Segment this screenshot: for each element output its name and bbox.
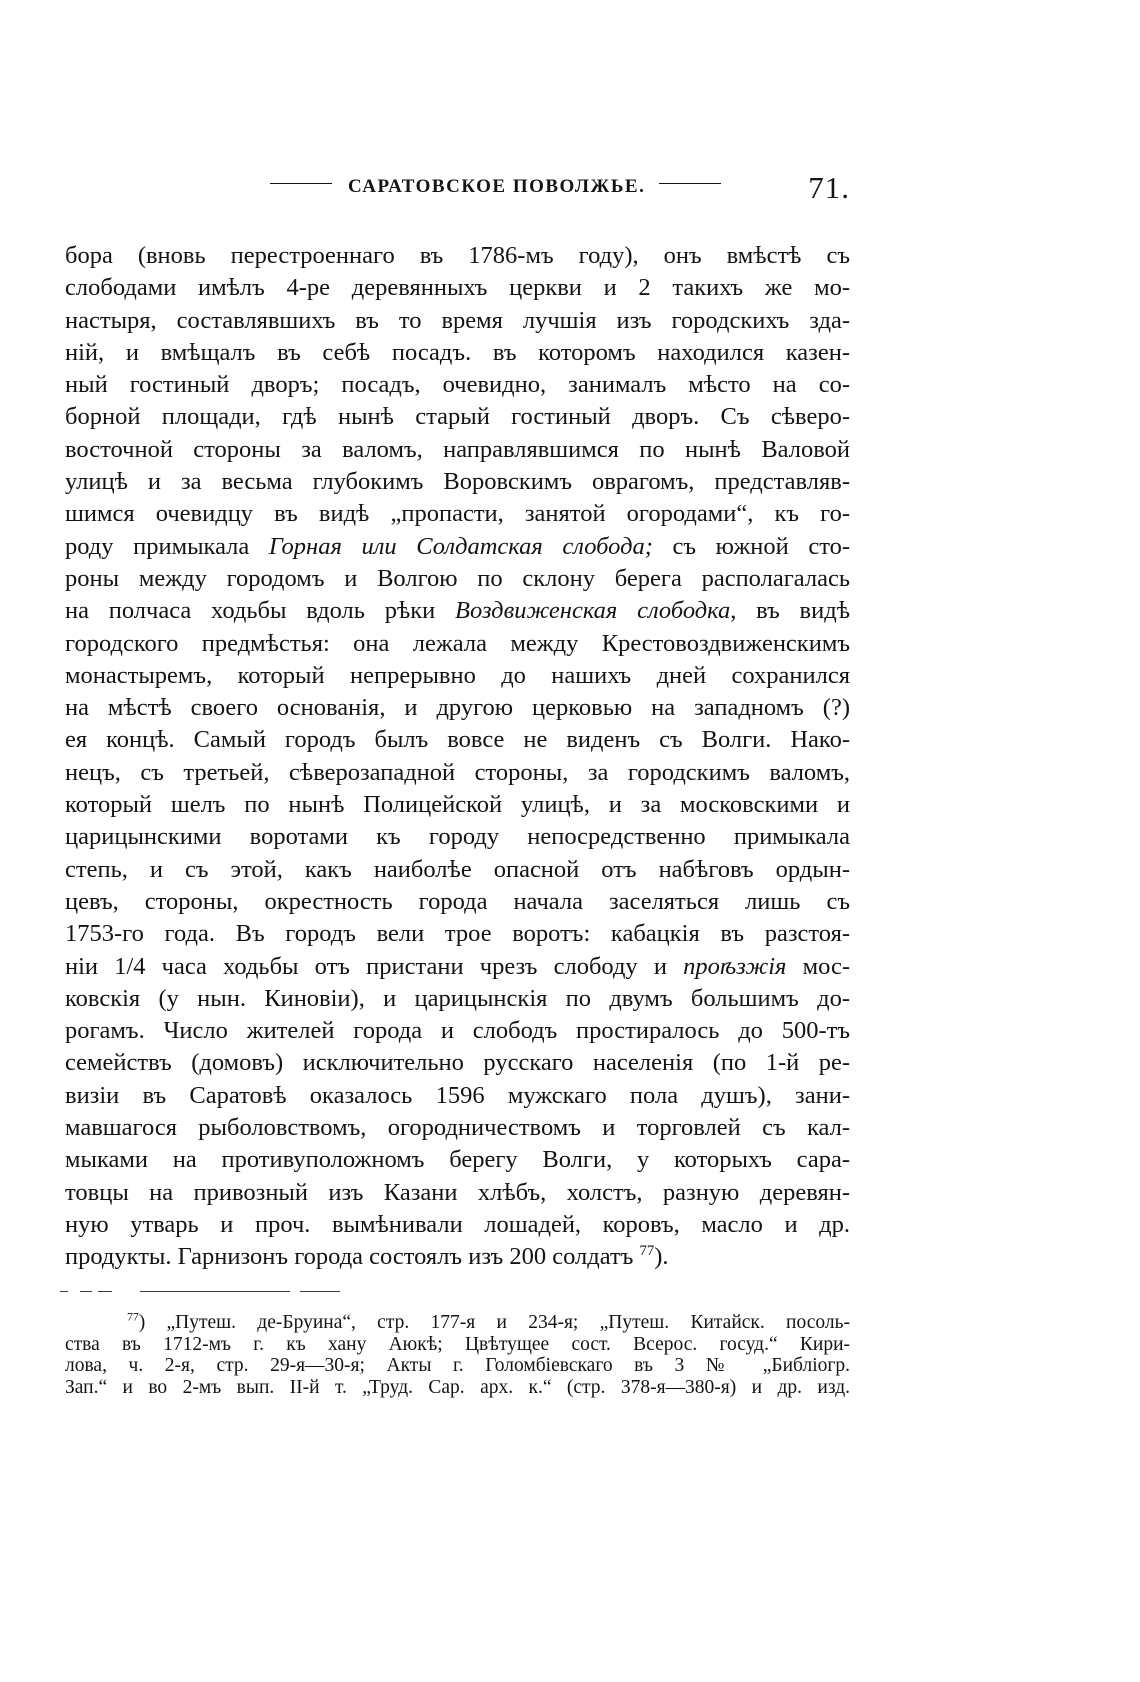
text-line: мыками на противуположномъ берегу Волги, у которыхъ сара- — [65, 1146, 850, 1174]
line-text: продукты. Гарнизонъ города состоялъ изъ 200 солдатъ — [65, 1243, 640, 1271]
line-text: на полчаса ходьбы вдоль рѣки — [65, 597, 456, 625]
text-line — [65, 951, 850, 983]
footnote-marker: 77 — [127, 1312, 139, 1324]
footnote-reference: 77 — [639, 1243, 655, 1260]
text-line: ную утварь и проч. вымѣнивали лошадей, коровъ, масло и др. — [65, 1210, 850, 1238]
text-line: настыря, составлявшихъ въ то время лучшія изъ городскихъ зда- — [65, 306, 850, 334]
footnote-line: ства въ 1712-мъ г. къ хану Аюкѣ; Цвѣтущее сост. Всерос. госуд.“ Кири- — [65, 1333, 850, 1355]
text-line: монастыремъ, который непрерывно до нашихъ дней сохранился — [65, 661, 850, 689]
italic-place-name: Воздвиженская слободка — [455, 597, 731, 625]
text-line: шимся очевидцу въ видѣ „пропасти, занятой огородами“, къ го- — [65, 500, 850, 528]
text-line: борной площади, гдѣ нынѣ старый гостиный дворъ. Съ сѣверо- — [65, 403, 850, 431]
separator-dash — [300, 1291, 340, 1292]
text-line — [65, 595, 850, 627]
text-line: роны между городомъ и Волгою по склону берега располагалась — [65, 564, 850, 592]
text-line: на мѣстѣ своего основанія, и другою церковью на западномъ (?) — [65, 694, 850, 722]
line-text: , въ видѣ — [730, 597, 850, 625]
page-number: 71. — [808, 170, 850, 205]
header-rule-right — [659, 183, 721, 184]
line-text: ). — [654, 1243, 669, 1271]
text-line: слободами имѣлъ 4-ре деревянныхъ церкви и 2 такихъ же мо- — [65, 274, 850, 302]
text-line: городского предмѣстья: она лежала между Крестовоздвиженскимъ — [65, 629, 850, 657]
line-text: мос- — [786, 952, 850, 980]
footnote-line: лова, ч. 2-я, стр. 29-я—30-я; Акты г. Голомбіевскаго въ 3 № „Библіогр. — [65, 1355, 850, 1376]
line-text: часа ходьбы отъ пристани чрезъ слободу и — [145, 952, 684, 980]
text-line: визіи въ Саратовѣ оказалось 1596 мужскаго пола душъ), зани- — [65, 1081, 850, 1109]
text-line: царицынскими воротами къ городу непосредственно примыкала — [65, 823, 850, 851]
italic-word: проѣзжія — [683, 952, 787, 980]
text-line: улицѣ и за весьма глубокимъ Воровскимъ оврагомъ, представляв- — [65, 468, 850, 496]
line-text: съ южной сто- — [652, 532, 850, 560]
text-line: ній, и вмѣщалъ въ себѣ посадъ. въ которомъ находился казен- — [65, 338, 850, 366]
text-line: 1753-го года. Въ городъ вели трое воротъ: кабацкія въ разстоя- — [65, 920, 850, 948]
footnote — [65, 1312, 850, 1398]
fraction: 1/4 — [114, 952, 146, 980]
text-line: рогамъ. Число жителей города и слободъ простиралось до 500-тъ — [65, 1017, 850, 1045]
body-text — [65, 240, 850, 1274]
separator-rule — [140, 1291, 290, 1292]
page-header — [270, 170, 850, 210]
line-text: ніи — [65, 952, 115, 980]
text-line: семействъ (домовъ) исключительно русскаго населенія (по 1-й ре- — [65, 1049, 850, 1077]
footnote-line: Зап.“ и во 2-мъ вып. II-й т. „Труд. Сар. арх. к.“ (стр. 378-я—380-я) и др. изд. — [65, 1376, 850, 1398]
text-line: ный гостиный дворъ; посадъ, очевидно, занималъ мѣсто на со- — [65, 371, 850, 399]
text-line: товцы на привозный изъ Казани хлѣбъ, холстъ, разную деревян- — [65, 1178, 850, 1206]
separator-dash — [98, 1291, 112, 1292]
text-line: ковскія (у нын. Киновіи), и царицынскія по двумъ большимъ до- — [65, 984, 850, 1012]
text-line: восточной стороны за валомъ, направлявшимся по нынѣ Валовой — [65, 435, 850, 463]
separator-dash — [60, 1291, 68, 1292]
header-rule-left — [270, 183, 332, 184]
text-line-last — [65, 1241, 850, 1273]
text-line: нецъ, съ третьей, сѣверозападной стороны, за городскимъ валомъ, — [65, 758, 850, 786]
footnote-line — [65, 1312, 850, 1334]
text-line: который шелъ по нынѣ Полицейской улицѣ, и за московскими и — [65, 791, 850, 819]
footnote-separator — [60, 1291, 340, 1293]
text-line — [65, 531, 850, 563]
text-line: ея концѣ. Самый городъ былъ вовсе не виденъ съ Волги. Нако- — [65, 726, 850, 754]
footnote-text: ) „Путеш. де-Бруина“, стр. 177-я и 234-я; „Путеш. Китайск. посоль- — [138, 1312, 850, 1333]
text-line: мавшагося рыболовствомъ, огородничествомъ и торговлей съ кал- — [65, 1114, 850, 1142]
running-title: САРАТОВСКОЕ ПОВОЛЖЬЕ. — [348, 176, 646, 197]
line-text: роду примыкала — [65, 532, 269, 560]
text-line: цевъ, стороны, окрестность города начала заселяться лишь съ — [65, 887, 850, 915]
separator-dash — [80, 1291, 92, 1292]
italic-place-name: Горная или Солдатская слобода; — [268, 532, 653, 560]
text-line: степь, и съ этой, какъ наиболѣе опасной отъ набѣговъ ордын- — [65, 855, 850, 883]
text-line: бора (вновь перестроеннаго въ 1786-мъ году), онъ вмѣстѣ съ — [65, 242, 850, 269]
